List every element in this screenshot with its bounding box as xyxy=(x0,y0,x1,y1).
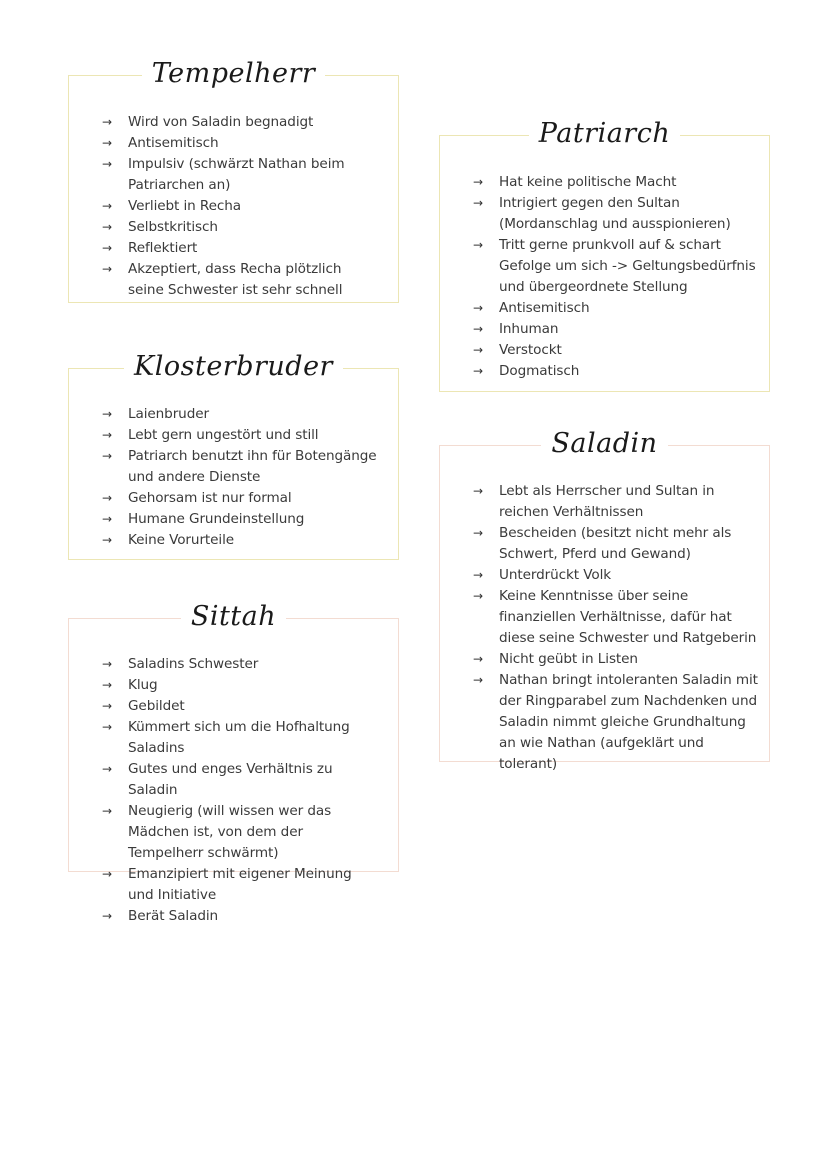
trait-text: Dogmatisch xyxy=(499,363,580,379)
trait-item xyxy=(473,235,762,298)
trait-item xyxy=(102,717,381,759)
arrow-right-icon: → xyxy=(102,157,112,171)
card-sittah xyxy=(68,601,399,924)
trait-text: Unterdrückt Volk xyxy=(499,567,612,583)
trait-text: Lebt gern ungestört und still xyxy=(128,427,319,443)
trait-list xyxy=(102,654,381,927)
trait-item xyxy=(473,193,762,235)
arrow-right-icon: → xyxy=(473,196,483,210)
card-title xyxy=(439,117,770,154)
trait-text: Akzeptiert, dass Recha plötzlich seine Schwester ist sehr schnell xyxy=(128,261,343,298)
trait-item xyxy=(102,425,385,446)
arrow-right-icon: → xyxy=(102,220,112,234)
arrow-right-icon: → xyxy=(473,568,483,582)
trait-list xyxy=(473,172,762,382)
card-title-text: Saladin xyxy=(541,427,667,461)
trait-text: Klug xyxy=(128,677,158,693)
trait-item xyxy=(102,404,385,425)
trait-item xyxy=(473,340,762,361)
arrow-right-icon: → xyxy=(102,909,112,923)
trait-text: Gebildet xyxy=(128,698,185,714)
card-tempelherr xyxy=(68,58,399,303)
trait-list xyxy=(102,404,385,551)
trait-list xyxy=(102,112,371,301)
trait-item xyxy=(102,238,371,259)
arrow-right-icon: → xyxy=(473,364,483,378)
trait-item xyxy=(102,509,385,530)
arrow-right-icon: → xyxy=(102,699,112,713)
arrow-right-icon: → xyxy=(102,136,112,150)
card-klosterbruder xyxy=(68,351,399,560)
trait-text: Emanzipiert mit eigener Meinung und Initiative xyxy=(128,866,352,903)
arrow-right-icon: → xyxy=(102,533,112,547)
arrow-right-icon: → xyxy=(102,678,112,692)
trait-item xyxy=(473,481,762,523)
trait-list xyxy=(473,481,762,775)
trait-item xyxy=(102,675,381,696)
trait-item xyxy=(473,172,762,193)
trait-text: Patriarch benutzt ihn für Botengänge und andere Dienste xyxy=(128,448,377,485)
trait-text: Hat keine politische Macht xyxy=(499,174,677,190)
trait-item xyxy=(473,586,762,649)
trait-item xyxy=(473,319,762,340)
arrow-right-icon: → xyxy=(473,673,483,687)
trait-text: Saladins Schwester xyxy=(128,656,259,672)
trait-text: Gehorsam ist nur formal xyxy=(128,490,292,506)
trait-item xyxy=(473,565,762,586)
trait-text: Lebt als Herrscher und Sultan in reichen Verhältnissen xyxy=(499,483,715,520)
arrow-right-icon: → xyxy=(102,407,112,421)
trait-item xyxy=(102,696,381,717)
trait-item xyxy=(473,670,762,775)
trait-item xyxy=(102,196,371,217)
trait-item xyxy=(102,801,381,864)
trait-item xyxy=(102,759,381,801)
trait-item xyxy=(473,298,762,319)
trait-text: Keine Vorurteile xyxy=(128,532,235,548)
trait-text: Neugierig (will wissen wer das Mädchen ist, von dem der Tempelherr schwärmt) xyxy=(128,803,332,861)
trait-text: Antisemitisch xyxy=(499,300,590,316)
card-title-text: Klosterbruder xyxy=(124,350,343,384)
arrow-right-icon: → xyxy=(473,301,483,315)
arrow-right-icon: → xyxy=(473,175,483,189)
arrow-right-icon: → xyxy=(473,526,483,540)
trait-text: Bescheiden (besitzt nicht mehr als Schwert, Pferd und Gewand) xyxy=(499,525,732,562)
trait-item xyxy=(102,654,381,675)
arrow-right-icon: → xyxy=(473,484,483,498)
trait-text: Humane Grundeinstellung xyxy=(128,511,305,527)
trait-text: Nicht geübt in Listen xyxy=(499,651,638,667)
trait-text: Tritt gerne prunkvoll auf & schart Gefolge um sich -> Geltungsbedürfnis und übergeordnete Stellung xyxy=(499,237,756,295)
arrow-right-icon: → xyxy=(102,720,112,734)
card-title xyxy=(68,350,399,387)
trait-text: Inhuman xyxy=(499,321,559,337)
trait-item xyxy=(473,649,762,670)
arrow-right-icon: → xyxy=(473,238,483,252)
card-patriarch xyxy=(439,118,770,392)
arrow-right-icon: → xyxy=(102,199,112,213)
arrow-right-icon: → xyxy=(102,657,112,671)
trait-item xyxy=(102,217,371,238)
trait-text: Intrigiert gegen den Sultan (Mordanschlag und ausspionieren) xyxy=(499,195,731,232)
arrow-right-icon: → xyxy=(102,241,112,255)
arrow-right-icon: → xyxy=(102,867,112,881)
trait-text: Laienbruder xyxy=(128,406,209,422)
trait-item xyxy=(473,523,762,565)
arrow-right-icon: → xyxy=(473,652,483,666)
card-saladin xyxy=(439,428,770,772)
trait-text: Berät Saladin xyxy=(128,908,219,924)
trait-text: Selbstkritisch xyxy=(128,219,218,235)
arrow-right-icon: → xyxy=(102,449,112,463)
card-title xyxy=(68,600,399,637)
trait-item xyxy=(102,446,385,488)
trait-text: Antisemitisch xyxy=(128,135,219,151)
arrow-right-icon: → xyxy=(102,115,112,129)
arrow-right-icon: → xyxy=(102,491,112,505)
arrow-right-icon: → xyxy=(102,762,112,776)
arrow-right-icon: → xyxy=(473,322,483,336)
card-title xyxy=(68,57,399,94)
arrow-right-icon: → xyxy=(473,589,483,603)
arrow-right-icon: → xyxy=(102,262,112,276)
card-title xyxy=(439,427,770,464)
trait-item xyxy=(102,906,381,927)
card-title-text: Patriarch xyxy=(529,117,680,151)
trait-text: Verliebt in Recha xyxy=(128,198,242,214)
trait-item xyxy=(102,488,385,509)
trait-item xyxy=(102,864,381,906)
trait-item xyxy=(102,133,371,154)
card-title-text: Sittah xyxy=(181,600,286,634)
trait-item xyxy=(473,361,762,382)
trait-text: Verstockt xyxy=(499,342,562,358)
arrow-right-icon: → xyxy=(102,804,112,818)
trait-text: Kümmert sich um die Hofhaltung Saladins xyxy=(128,719,350,756)
trait-text: Impulsiv (schwärzt Nathan beim Patriarchen an) xyxy=(128,156,345,193)
trait-item xyxy=(102,112,371,133)
trait-text: Wird von Saladin begnadigt xyxy=(128,114,314,130)
arrow-right-icon: → xyxy=(102,428,112,442)
card-title-text: Tempelherr xyxy=(142,57,326,91)
trait-item xyxy=(102,530,385,551)
trait-text: Nathan bringt intoleranten Saladin mit der Ringparabel zum Nachdenken und Saladin nimmt gleiche Grundhaltung an wie Nathan (aufgeklärt und tolerant) xyxy=(499,672,758,772)
trait-item xyxy=(102,259,371,301)
arrow-right-icon: → xyxy=(102,512,112,526)
trait-text: Keine Kenntnisse über seine finanziellen Verhältnisse, dafür hat diese seine Schwester und Ratgeberin xyxy=(499,588,757,646)
trait-text: Gutes und enges Verhältnis zu Saladin xyxy=(128,761,333,798)
arrow-right-icon: → xyxy=(473,343,483,357)
trait-text: Reflektiert xyxy=(128,240,198,256)
trait-item xyxy=(102,154,371,196)
